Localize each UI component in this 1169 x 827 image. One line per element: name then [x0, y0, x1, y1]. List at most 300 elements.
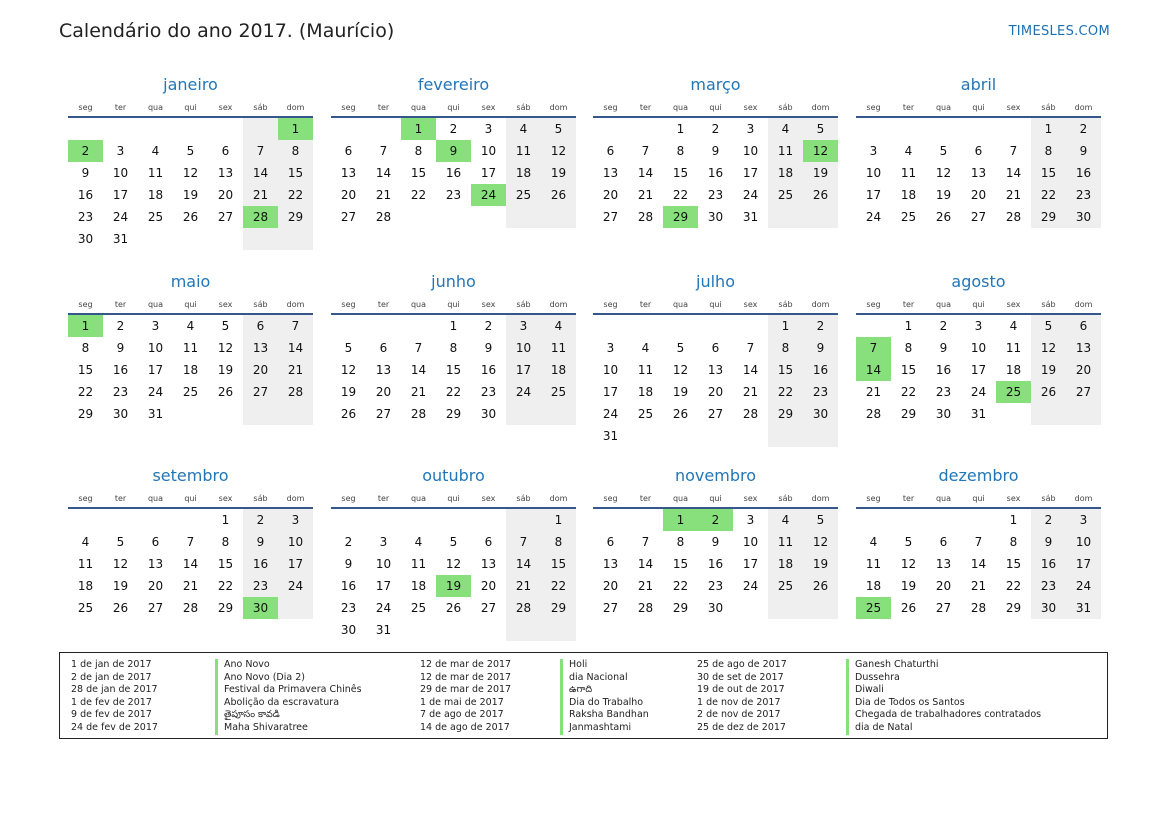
day-cell: 22	[278, 184, 313, 206]
day-cell: 5	[186, 144, 195, 158]
day-cell: 27	[970, 210, 987, 224]
empty-cell	[733, 425, 768, 447]
empty-cell	[541, 403, 576, 425]
legend-date: 29 de mar de 2017	[420, 684, 512, 696]
weekday-label: dom	[549, 103, 568, 112]
empty-cell	[331, 509, 366, 531]
weekday-label: sex	[1006, 300, 1021, 309]
day-cell: 2	[484, 319, 493, 333]
day-cell: 11	[768, 140, 803, 162]
empty-cell	[733, 315, 768, 337]
day-cell: 6	[974, 144, 983, 158]
day-cell: 25	[410, 601, 427, 615]
day-cell: 31	[112, 232, 129, 246]
empty-cell	[401, 509, 436, 531]
day-cell: 4	[904, 144, 913, 158]
day-cell: 29	[672, 601, 689, 615]
day-cell: 12	[672, 363, 689, 377]
weekday-label: seg	[78, 300, 93, 309]
day-cell: 9	[1066, 140, 1101, 162]
day-cell: 24	[471, 184, 506, 206]
weekday-header	[593, 100, 838, 118]
month-fevereiro	[331, 74, 576, 228]
day-grid	[331, 509, 576, 641]
weekday-label: sex	[218, 103, 233, 112]
month-dezembro	[856, 465, 1101, 619]
legend-date: 1 de jan de 2017	[71, 659, 152, 670]
legend-date: 24 de fev de 2017	[71, 721, 158, 733]
empty-cell	[663, 315, 698, 337]
day-cell: 16	[480, 363, 497, 377]
day-cell: 14	[742, 363, 759, 377]
day-cell: 22	[672, 188, 689, 202]
empty-cell	[506, 206, 541, 228]
legend-date: 19 de out de 2017	[697, 684, 785, 696]
empty-cell	[401, 619, 436, 641]
day-cell: 6	[606, 535, 615, 549]
empty-cell	[803, 206, 838, 228]
day-cell: 18	[77, 579, 94, 593]
empty-cell	[593, 118, 628, 140]
day-cell: 17	[742, 557, 759, 571]
day-cell: 30	[480, 407, 497, 421]
day-cell: 24	[742, 188, 759, 202]
day-cell: 15	[672, 166, 689, 180]
day-cell: 3	[151, 319, 160, 333]
day-cell: 25	[996, 381, 1031, 403]
day-cell: 8	[449, 341, 458, 355]
day-cell: 15	[900, 363, 917, 377]
legend-holiday-name: Diwali	[846, 684, 1041, 697]
day-cell: 26	[541, 184, 576, 206]
weekday-label: qua	[672, 300, 689, 309]
day-cell: 27	[602, 210, 619, 224]
day-cell: 13	[1066, 337, 1101, 359]
day-cell: 1	[768, 315, 803, 337]
day-cell: 21	[278, 359, 313, 381]
day-cell: 18	[768, 162, 803, 184]
day-cell: 23	[935, 385, 952, 399]
legend-holiday-name: Abolição da escravatura	[215, 697, 362, 710]
day-cell: 26	[1031, 381, 1066, 403]
empty-cell	[173, 403, 208, 425]
day-cell: 29	[445, 407, 462, 421]
day-cell: 15	[410, 166, 427, 180]
empty-cell	[138, 228, 173, 250]
month-name: dezembro	[938, 466, 1019, 485]
day-cell: 25	[768, 184, 803, 206]
day-cell: 29	[663, 206, 698, 228]
weekday-label: qui	[184, 103, 197, 112]
empty-cell	[926, 509, 961, 531]
day-cell: 16	[707, 166, 724, 180]
legend-date: 7 de ago de 2017	[420, 709, 504, 721]
day-cell: 9	[484, 341, 493, 355]
empty-cell	[1031, 403, 1066, 425]
legend-holiday-name: Holi	[560, 659, 649, 672]
page-title: Calendário do ano 2017. (Maurício)	[59, 20, 395, 42]
day-cell: 15	[1031, 162, 1066, 184]
day-cell: 14	[970, 557, 987, 571]
day-cell: 12	[900, 557, 917, 571]
day-cell: 7	[506, 531, 541, 553]
weekday-label: qua	[672, 103, 689, 112]
day-cell: 27	[340, 210, 357, 224]
day-cell: 2	[243, 509, 278, 531]
day-cell: 1	[663, 509, 698, 531]
day-cell: 6	[344, 144, 353, 158]
day-cell: 20	[480, 579, 497, 593]
day-cell: 21	[637, 579, 654, 593]
day-cell: 19	[935, 188, 952, 202]
empty-cell	[366, 509, 401, 531]
day-cell: 13	[217, 166, 234, 180]
weekday-header	[856, 491, 1101, 509]
day-cell: 31	[742, 210, 759, 224]
weekday-label: dom	[1074, 300, 1093, 309]
day-cell: 10	[970, 341, 987, 355]
empty-cell	[173, 509, 208, 531]
day-cell: 6	[606, 144, 615, 158]
day-cell: 21	[375, 188, 392, 202]
legend-date: 14 de ago de 2017	[420, 721, 510, 733]
weekday-label: seg	[341, 103, 356, 112]
day-cell: 19	[112, 579, 129, 593]
day-cell: 20	[602, 579, 619, 593]
day-cell: 4	[768, 118, 803, 140]
weekday-label: dom	[286, 103, 305, 112]
month-setembro	[68, 465, 313, 619]
day-cell: 30	[112, 407, 129, 421]
weekday-label: qui	[447, 103, 460, 112]
day-cell: 17	[480, 166, 497, 180]
empty-cell	[278, 228, 313, 250]
day-cell: 1	[1009, 513, 1018, 527]
day-cell: 14	[506, 553, 541, 575]
weekday-label: sex	[481, 103, 496, 112]
empty-cell	[996, 403, 1031, 425]
day-cell: 8	[414, 144, 423, 158]
day-cell: 22	[77, 385, 94, 399]
weekday-label: qui	[709, 494, 722, 503]
day-cell: 12	[445, 557, 462, 571]
day-cell: 3	[746, 513, 755, 527]
day-cell: 4	[869, 535, 878, 549]
day-cell: 10	[278, 531, 313, 553]
day-cell: 9	[939, 341, 948, 355]
day-cell: 29	[541, 597, 576, 619]
day-cell: 5	[904, 535, 913, 549]
day-cell: 15	[1005, 557, 1022, 571]
day-grid	[68, 315, 313, 425]
day-cell: 10	[865, 166, 882, 180]
day-cell: 8	[768, 337, 803, 359]
day-cell: 23	[480, 385, 497, 399]
day-cell: 30	[243, 597, 278, 619]
legend-date: 9 de fev de 2017	[71, 709, 152, 721]
weekday-label: qua	[672, 494, 689, 503]
day-cell: 14	[182, 557, 199, 571]
day-cell: 9	[81, 166, 90, 180]
weekday-label: qui	[447, 494, 460, 503]
weekday-label: sáb	[253, 300, 268, 309]
day-cell: 16	[77, 188, 94, 202]
day-cell: 3	[484, 122, 493, 136]
day-cell: 13	[602, 166, 619, 180]
legend-holiday-name: Ano Novo	[215, 659, 362, 672]
month-name: abril	[960, 75, 997, 94]
day-cell: 6	[711, 341, 720, 355]
day-grid	[68, 509, 313, 619]
day-cell: 19	[1031, 359, 1066, 381]
weekday-label: qua	[147, 103, 164, 112]
weekday-label: sáb	[516, 103, 531, 112]
month-name: junho	[431, 272, 476, 291]
day-cell: 18	[900, 188, 917, 202]
empty-cell	[471, 206, 506, 228]
weekday-header	[856, 100, 1101, 118]
weekday-label: qui	[972, 494, 985, 503]
day-cell: 18	[506, 162, 541, 184]
day-cell: 9	[116, 341, 125, 355]
empty-cell	[331, 118, 366, 140]
brand-link[interactable]: TIMESLES.COM	[1008, 24, 1110, 39]
weekday-label: qua	[935, 300, 952, 309]
day-cell: 17	[375, 579, 392, 593]
day-cell: 21	[243, 184, 278, 206]
month-outubro	[331, 465, 576, 641]
empty-cell	[331, 315, 366, 337]
weekday-label: sáb	[516, 494, 531, 503]
day-cell: 11	[506, 140, 541, 162]
day-cell: 1	[449, 319, 458, 333]
day-cell: 17	[865, 188, 882, 202]
month-agosto	[856, 271, 1101, 425]
day-cell: 1	[401, 118, 436, 140]
weekday-label: seg	[603, 103, 618, 112]
day-cell: 31	[375, 623, 392, 637]
day-cell: 3	[746, 122, 755, 136]
legend-date: 28 de jan de 2017	[71, 684, 158, 696]
day-cell: 26	[445, 601, 462, 615]
day-cell: 1	[541, 509, 576, 531]
day-cell: 8	[676, 144, 685, 158]
day-cell: 4	[768, 509, 803, 531]
day-cell: 28	[970, 601, 987, 615]
day-cell: 7	[1009, 144, 1018, 158]
legend-holiday-name: dia Nacional	[560, 672, 649, 685]
weekday-label: dom	[1074, 103, 1093, 112]
empty-cell	[593, 315, 628, 337]
day-cell: 10	[742, 535, 759, 549]
legend-date: 25 de dez de 2017	[697, 721, 786, 733]
month-name: julho	[696, 272, 735, 291]
day-cell: 18	[410, 579, 427, 593]
empty-cell	[173, 228, 208, 250]
day-cell: 30	[707, 210, 724, 224]
month-maio	[68, 271, 313, 425]
day-cell: 13	[707, 363, 724, 377]
day-cell: 13	[602, 557, 619, 571]
day-cell: 23	[340, 601, 357, 615]
day-cell: 6	[939, 535, 948, 549]
month-name: novembro	[675, 466, 756, 485]
empty-cell	[698, 425, 733, 447]
day-cell: 20	[375, 385, 392, 399]
day-cell: 26	[935, 210, 952, 224]
day-cell: 21	[865, 385, 882, 399]
day-cell: 31	[147, 407, 164, 421]
day-cell: 8	[1031, 140, 1066, 162]
empty-cell	[996, 118, 1031, 140]
day-cell: 4	[541, 315, 576, 337]
day-cell: 28	[506, 597, 541, 619]
day-cell: 20	[970, 188, 987, 202]
day-cell: 8	[278, 140, 313, 162]
day-cell: 6	[243, 315, 278, 337]
legend-holiday-name: Ganesh Chaturthi	[846, 659, 1041, 672]
day-cell: 18	[541, 359, 576, 381]
day-cell: 7	[414, 341, 423, 355]
legend-date: 25 de ago de 2017	[697, 659, 787, 670]
weekday-label: qua	[147, 494, 164, 503]
day-cell: 25	[147, 210, 164, 224]
day-cell: 30	[340, 623, 357, 637]
legend-holiday-name: Raksha Bandhan	[560, 709, 649, 722]
empty-cell	[138, 509, 173, 531]
day-cell: 7	[379, 144, 388, 158]
day-cell: 23	[707, 579, 724, 593]
day-cell: 2	[1066, 118, 1101, 140]
day-cell: 29	[768, 403, 803, 425]
empty-cell	[436, 509, 471, 531]
day-cell: 19	[672, 385, 689, 399]
weekday-header	[331, 297, 576, 315]
legend-holiday-name: Festival da Primavera Chinês	[215, 684, 362, 697]
weekday-header	[68, 297, 313, 315]
day-cell: 25	[637, 407, 654, 421]
empty-cell	[208, 228, 243, 250]
legend-holiday-name: తైపూసం కావడి	[215, 709, 362, 722]
month-name: janeiro	[163, 75, 218, 94]
legend-names-column	[846, 659, 1041, 735]
day-cell: 12	[935, 166, 952, 180]
empty-cell	[243, 228, 278, 250]
day-cell: 28	[243, 206, 278, 228]
day-cell: 11	[865, 557, 882, 571]
month-novembro	[593, 465, 838, 619]
weekday-label: ter	[639, 494, 652, 503]
day-cell: 4	[641, 341, 650, 355]
day-cell: 11	[182, 341, 199, 355]
day-cell: 21	[637, 188, 654, 202]
day-cell: 14	[637, 557, 654, 571]
day-grid	[856, 509, 1101, 619]
weekday-label: ter	[902, 103, 915, 112]
month-name: março	[690, 75, 741, 94]
day-cell: 28	[865, 407, 882, 421]
day-grid	[331, 315, 576, 425]
day-cell: 27	[243, 381, 278, 403]
day-cell: 24	[375, 601, 392, 615]
weekday-label: sáb	[516, 300, 531, 309]
day-cell: 18	[637, 385, 654, 399]
empty-cell	[243, 403, 278, 425]
day-cell: 20	[340, 188, 357, 202]
day-cell: 26	[340, 407, 357, 421]
day-cell: 11	[77, 557, 94, 571]
day-cell: 14	[375, 166, 392, 180]
day-cell: 12	[541, 140, 576, 162]
day-cell: 22	[410, 188, 427, 202]
weekday-label: qua	[410, 103, 427, 112]
legend-dates-column	[697, 659, 787, 735]
weekday-label: sex	[218, 300, 233, 309]
day-cell: 1	[1031, 118, 1066, 140]
empty-cell	[856, 118, 891, 140]
day-cell: 3	[278, 509, 313, 531]
day-cell: 14	[1005, 166, 1022, 180]
day-cell: 11	[900, 166, 917, 180]
legend-holiday-name: Dussehra	[846, 672, 1041, 685]
day-grid	[593, 315, 838, 447]
empty-cell	[506, 509, 541, 531]
day-grid	[856, 118, 1101, 228]
day-cell: 29	[77, 407, 94, 421]
day-cell: 10	[742, 144, 759, 158]
weekday-label: qui	[184, 494, 197, 503]
day-cell: 21	[970, 579, 987, 593]
day-cell: 26	[112, 601, 129, 615]
day-cell: 23	[77, 210, 94, 224]
day-cell: 1	[904, 319, 913, 333]
weekday-label: ter	[377, 103, 390, 112]
legend-holiday-name: Dia do Trabalho	[560, 697, 649, 710]
day-cell: 16	[707, 557, 724, 571]
weekday-label: sex	[481, 494, 496, 503]
day-cell: 19	[900, 579, 917, 593]
day-cell: 1	[68, 315, 103, 337]
weekday-label: sáb	[1041, 300, 1056, 309]
legend-holiday-name: Dia de Todos os Santos	[846, 697, 1041, 710]
weekday-label: qui	[447, 300, 460, 309]
day-cell: 23	[1031, 575, 1066, 597]
weekday-label: ter	[114, 494, 127, 503]
legend-holiday-name: Janmashtami	[560, 722, 649, 735]
day-cell: 29	[900, 407, 917, 421]
day-cell: 21	[506, 575, 541, 597]
empty-cell	[803, 597, 838, 619]
day-cell: 23	[112, 385, 129, 399]
legend-date: 12 de mar de 2017	[420, 659, 512, 670]
day-cell: 28	[637, 210, 654, 224]
legend-names-column	[560, 659, 649, 735]
empty-cell	[768, 425, 803, 447]
day-grid	[593, 118, 838, 228]
empty-cell	[138, 118, 173, 140]
day-cell: 1	[221, 513, 230, 527]
weekday-label: qui	[972, 103, 985, 112]
day-cell: 10	[147, 341, 164, 355]
day-cell: 7	[641, 535, 650, 549]
empty-cell	[506, 619, 541, 641]
empty-cell	[628, 425, 663, 447]
day-cell: 7	[186, 535, 195, 549]
weekday-label: qui	[709, 103, 722, 112]
day-cell: 20	[935, 579, 952, 593]
weekday-label: seg	[341, 300, 356, 309]
day-cell: 6	[221, 144, 230, 158]
